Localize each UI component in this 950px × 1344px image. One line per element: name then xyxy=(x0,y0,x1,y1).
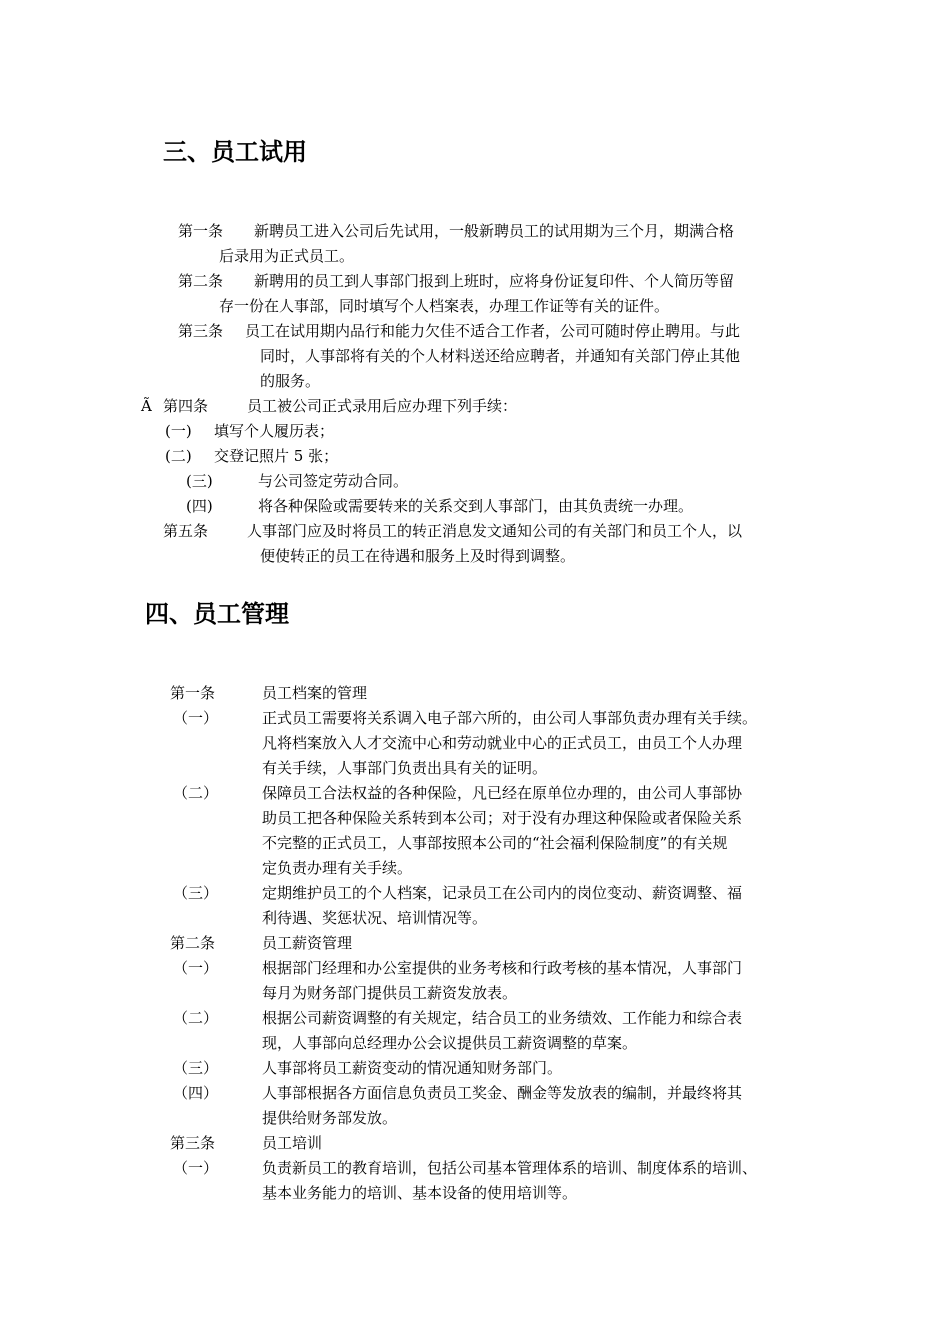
item-number: (二) xyxy=(165,447,192,465)
item-text: 现，人事部向总经理办公会议提供员工薪资调整的草案。 xyxy=(262,1034,638,1052)
article-text: 同时，人事部将有关的个人材料送还给应聘者，并通知有关部门停止其他 xyxy=(260,347,741,365)
article-text: 的服务。 xyxy=(260,372,321,390)
item-text: 与公司签定劳动合同。 xyxy=(258,472,409,490)
item-number: (一) xyxy=(165,422,192,440)
article-title: 员工薪资管理 xyxy=(262,934,353,952)
article-label: 第一条 xyxy=(178,222,224,240)
item-text: 正式员工需要将关系调入电子部六所的，由公司人事部负责办理有关手续。 xyxy=(262,709,758,727)
item-text: 负责新员工的教育培训，包括公司基本管理体系的培训、制度体系的培训、 xyxy=(262,1159,758,1177)
article-label: 第三条 xyxy=(178,322,224,340)
item-text: 基本业务能力的培训、基本设备的使用培训等。 xyxy=(262,1184,578,1202)
section-heading: 四、员工管理 xyxy=(145,600,289,628)
article-text: 新聘员工进入公司后先试用，一般新聘员工的试用期为三个月，期满合格 xyxy=(254,222,735,240)
item-text: 交登记照片 5 张； xyxy=(214,447,339,465)
item-number: (四) xyxy=(186,497,213,515)
item-text: 填写个人履历表； xyxy=(214,422,335,440)
item-text: 定负责办理有关手续。 xyxy=(262,859,413,877)
article-title: 员工培训 xyxy=(262,1134,323,1152)
item-number: （四） xyxy=(173,1084,219,1102)
article-text: 员工被公司正式录用后应办理下列手续： xyxy=(247,397,518,415)
article-text: 人事部门应及时将员工的转正消息发文通知公司的有关部门和员工个人，以 xyxy=(247,522,743,540)
article-title: 员工档案的管理 xyxy=(262,684,368,702)
item-text: 根据公司薪资调整的有关规定，结合员工的业务绩效、工作能力和综合表 xyxy=(262,1009,743,1027)
article-text: 员工在试用期内品行和能力欠佳不适合工作者，公司可随时停止聘用。与此 xyxy=(245,322,741,340)
item-number: (三) xyxy=(186,472,213,490)
item-text: 人事部将员工薪资变动的情况通知财务部门。 xyxy=(262,1059,563,1077)
article-text: 便使转正的员工在待遇和服务上及时得到调整。 xyxy=(260,547,576,565)
item-text: 利待遇、奖惩状况、培训情况等。 xyxy=(262,909,488,927)
item-text: 不完整的正式员工，人事部按照本公司的“社会福利保险制度”的有关规 xyxy=(262,834,728,852)
item-text: 每月为财务部门提供员工薪资发放表。 xyxy=(262,984,518,1002)
item-text: 将各种保险或需要转来的关系交到人事部门，由其负责统一办理。 xyxy=(258,497,694,515)
item-number: （二） xyxy=(173,784,219,802)
item-text: 人事部根据各方面信息负责员工奖金、酬金等发放表的编制，并最终将其 xyxy=(262,1084,743,1102)
item-text: 有关手续，人事部门负责出具有关的证明。 xyxy=(262,759,548,777)
item-text: 助员工把各种保险关系转到本公司；对于没有办理这种保险或者保险关系 xyxy=(262,809,743,827)
item-text: 凡将档案放入人才交流中心和劳动就业中心的正式员工，由员工个人办理 xyxy=(262,734,743,752)
item-text: 提供给财务部发放。 xyxy=(262,1109,398,1127)
article-label: 第三条 xyxy=(170,1134,216,1152)
article-label: 第四条 xyxy=(163,397,209,415)
item-number: （三） xyxy=(173,1059,219,1077)
item-number: （一） xyxy=(173,959,219,977)
article-text: 存一份在人事部，同时填写个人档案表，办理工作证等有关的证件。 xyxy=(219,297,670,315)
item-text: 根据部门经理和办公室提供的业务考核和行政考核的基本情况，人事部门 xyxy=(262,959,743,977)
item-number: （一） xyxy=(173,1159,219,1177)
article-label: 第一条 xyxy=(170,684,216,702)
article-text: 新聘用的员工到人事部门报到上班时，应将身份证复印件、个人简历等留 xyxy=(254,272,735,290)
item-number: （一） xyxy=(173,709,219,727)
item-number: （三） xyxy=(173,884,219,902)
section-heading: 三、员工试用 xyxy=(163,138,307,166)
bullet-mark: Ã xyxy=(141,397,152,415)
article-label: 第二条 xyxy=(170,934,216,952)
item-text: 保障员工合法权益的各种保险，凡已经在原单位办理的，由公司人事部协 xyxy=(262,784,743,802)
item-text: 定期维护员工的个人档案，记录员工在公司内的岗位变动、薪资调整、福 xyxy=(262,884,743,902)
item-number: （二） xyxy=(173,1009,219,1027)
article-text: 后录用为正式员工。 xyxy=(219,247,355,265)
article-label: 第五条 xyxy=(163,522,209,540)
article-label: 第二条 xyxy=(178,272,224,290)
